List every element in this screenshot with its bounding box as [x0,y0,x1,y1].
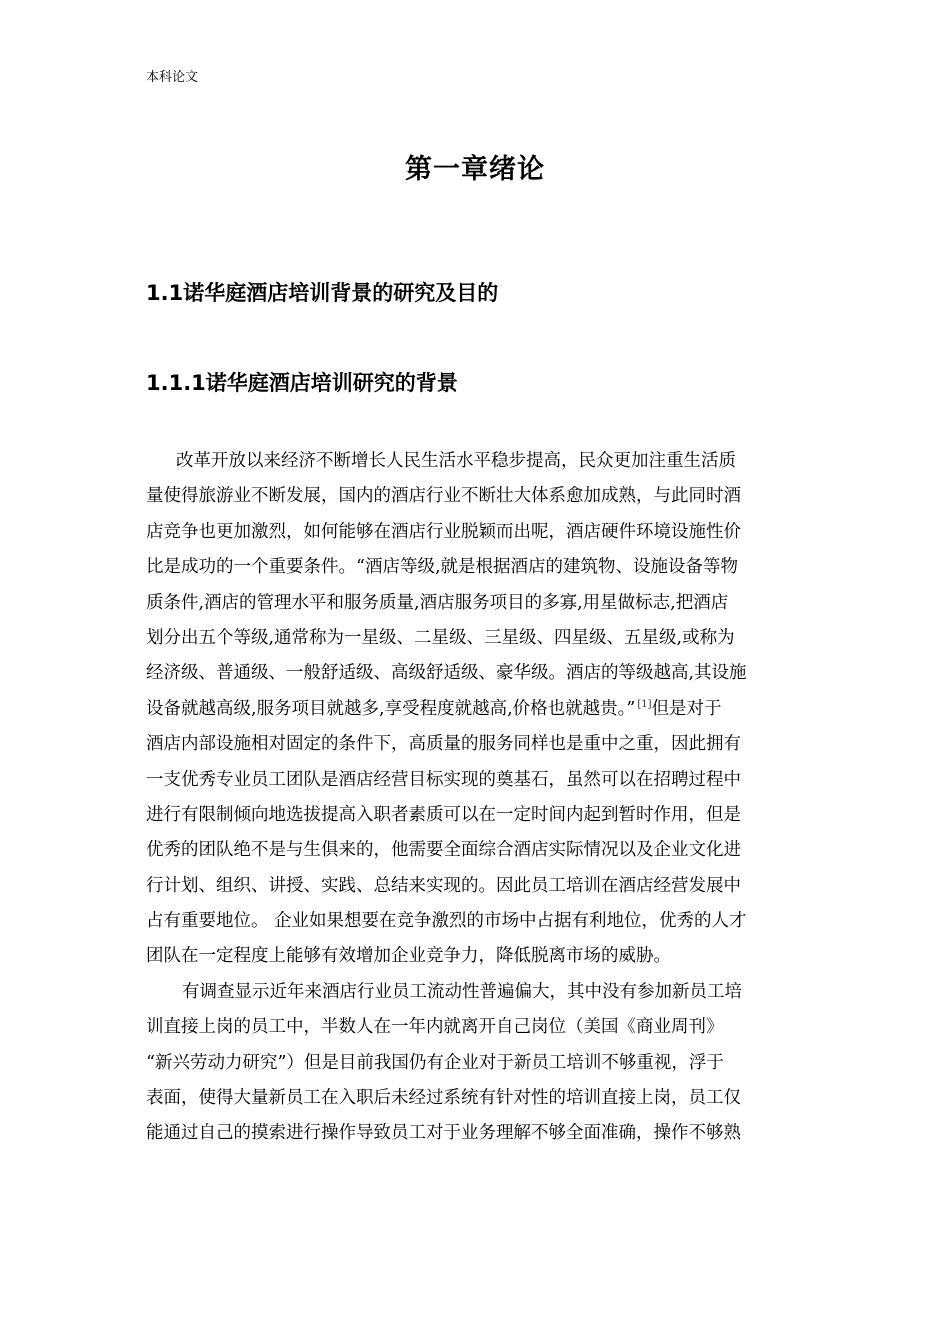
paragraph-line: 能通过自己的摸索进行操作导致员工对于业务理解不够全面准确，操作不够熟 [146,1123,741,1144]
paragraph-line: “新兴劳动力研究”）但是目前我国仍有企业对于新员工培训不够重视，浮于 [146,1052,724,1073]
paragraph-line: 占有重要地位。 企业如果想要在竞争激烈的市场中占据有利地位，优秀的人才 [146,911,747,932]
body-text [146,444,808,1152]
paragraph-line: 一支优秀专业员工团队是酒店经营目标实现的奠基石，虽然可以在招聘过程中 [146,769,741,790]
paragraph-line: 划分出五个等级,通常称为一星级、二星级、三星级、四星级、五星级,或称为 [146,627,735,648]
paragraph-line: 行计划、组织、讲授、实践、总结来实现的。因此员工培训在酒店经营发展中 [146,875,741,896]
paragraph-line: 量使得旅游业不断发展，国内的酒店行业不断壮大体系愈加成熟，与此同时酒 [146,486,741,507]
paragraph-line: 训直接上岗的员工中，半数人在一年内就离开自己岗位（美国《商业周刊》 [146,1017,724,1038]
paragraph-line [146,692,808,727]
paragraph-line: 质条件,酒店的管理水平和服务质量,酒店服务项目的多寡,用星做标志,把酒店 [146,592,729,613]
citation-marker: [1] [637,698,652,710]
paragraph-line: 优秀的团队绝不是与生俱来的，他需要全面综合酒店实际情况以及企业文化进 [146,840,741,861]
quote-end-text: 设备就越高级,服务项目就越多,享受程度就越高,价格也就越贵。” [146,698,636,719]
paragraph-line: 酒店内部设施相对固定的条件下，高质量的服务同样也是重中之重，因此拥有 [146,734,741,755]
running-header: 本科论文 [146,70,199,85]
paragraph-line: 进行有限制倾向地选拔提高入职者素质可以在一定时间内起到暂时作用，但是 [146,804,741,825]
section-heading-1-1: 1.1诺华庭酒店培训背景的研究及目的 [146,281,499,305]
paragraph-line: 经济级、普通级、一般舒适级、高级舒适级、豪华级。酒店的等级越高,其设施 [146,663,747,684]
paragraph-line: 店竞争也更加激烈，如何能够在酒店行业脱颖而出呢，酒店硬件环境设施性价 [146,521,741,542]
paragraph-line: 改革开放以来经济不断增长人民生活水平稳步提高，民众更加注重生活质 [176,451,736,471]
continuation-text: 但是对于 [651,698,722,719]
paragraph-line: 团队在一定程度上能够有效增加企业竞争力，降低脱离市场的威胁。 [146,946,671,967]
chapter-title: 第一章绪论 [405,154,545,185]
paragraph-line: 有调查显示近年来酒店行业员工流动性普遍偏大，其中没有参加新员工培 [182,981,742,1002]
section-heading-1-1-1: 1.1.1诺华庭酒店培训研究的背景 [146,371,458,395]
paragraph-line: 比是成功的一个重要条件。“酒店等级,就是根据酒店的建筑物、设施设备等物 [146,557,739,578]
paragraph-line: 表面，使得大量新员工在入职后未经过系统有针对性的培训直接上岗，员工仅 [146,1088,741,1109]
